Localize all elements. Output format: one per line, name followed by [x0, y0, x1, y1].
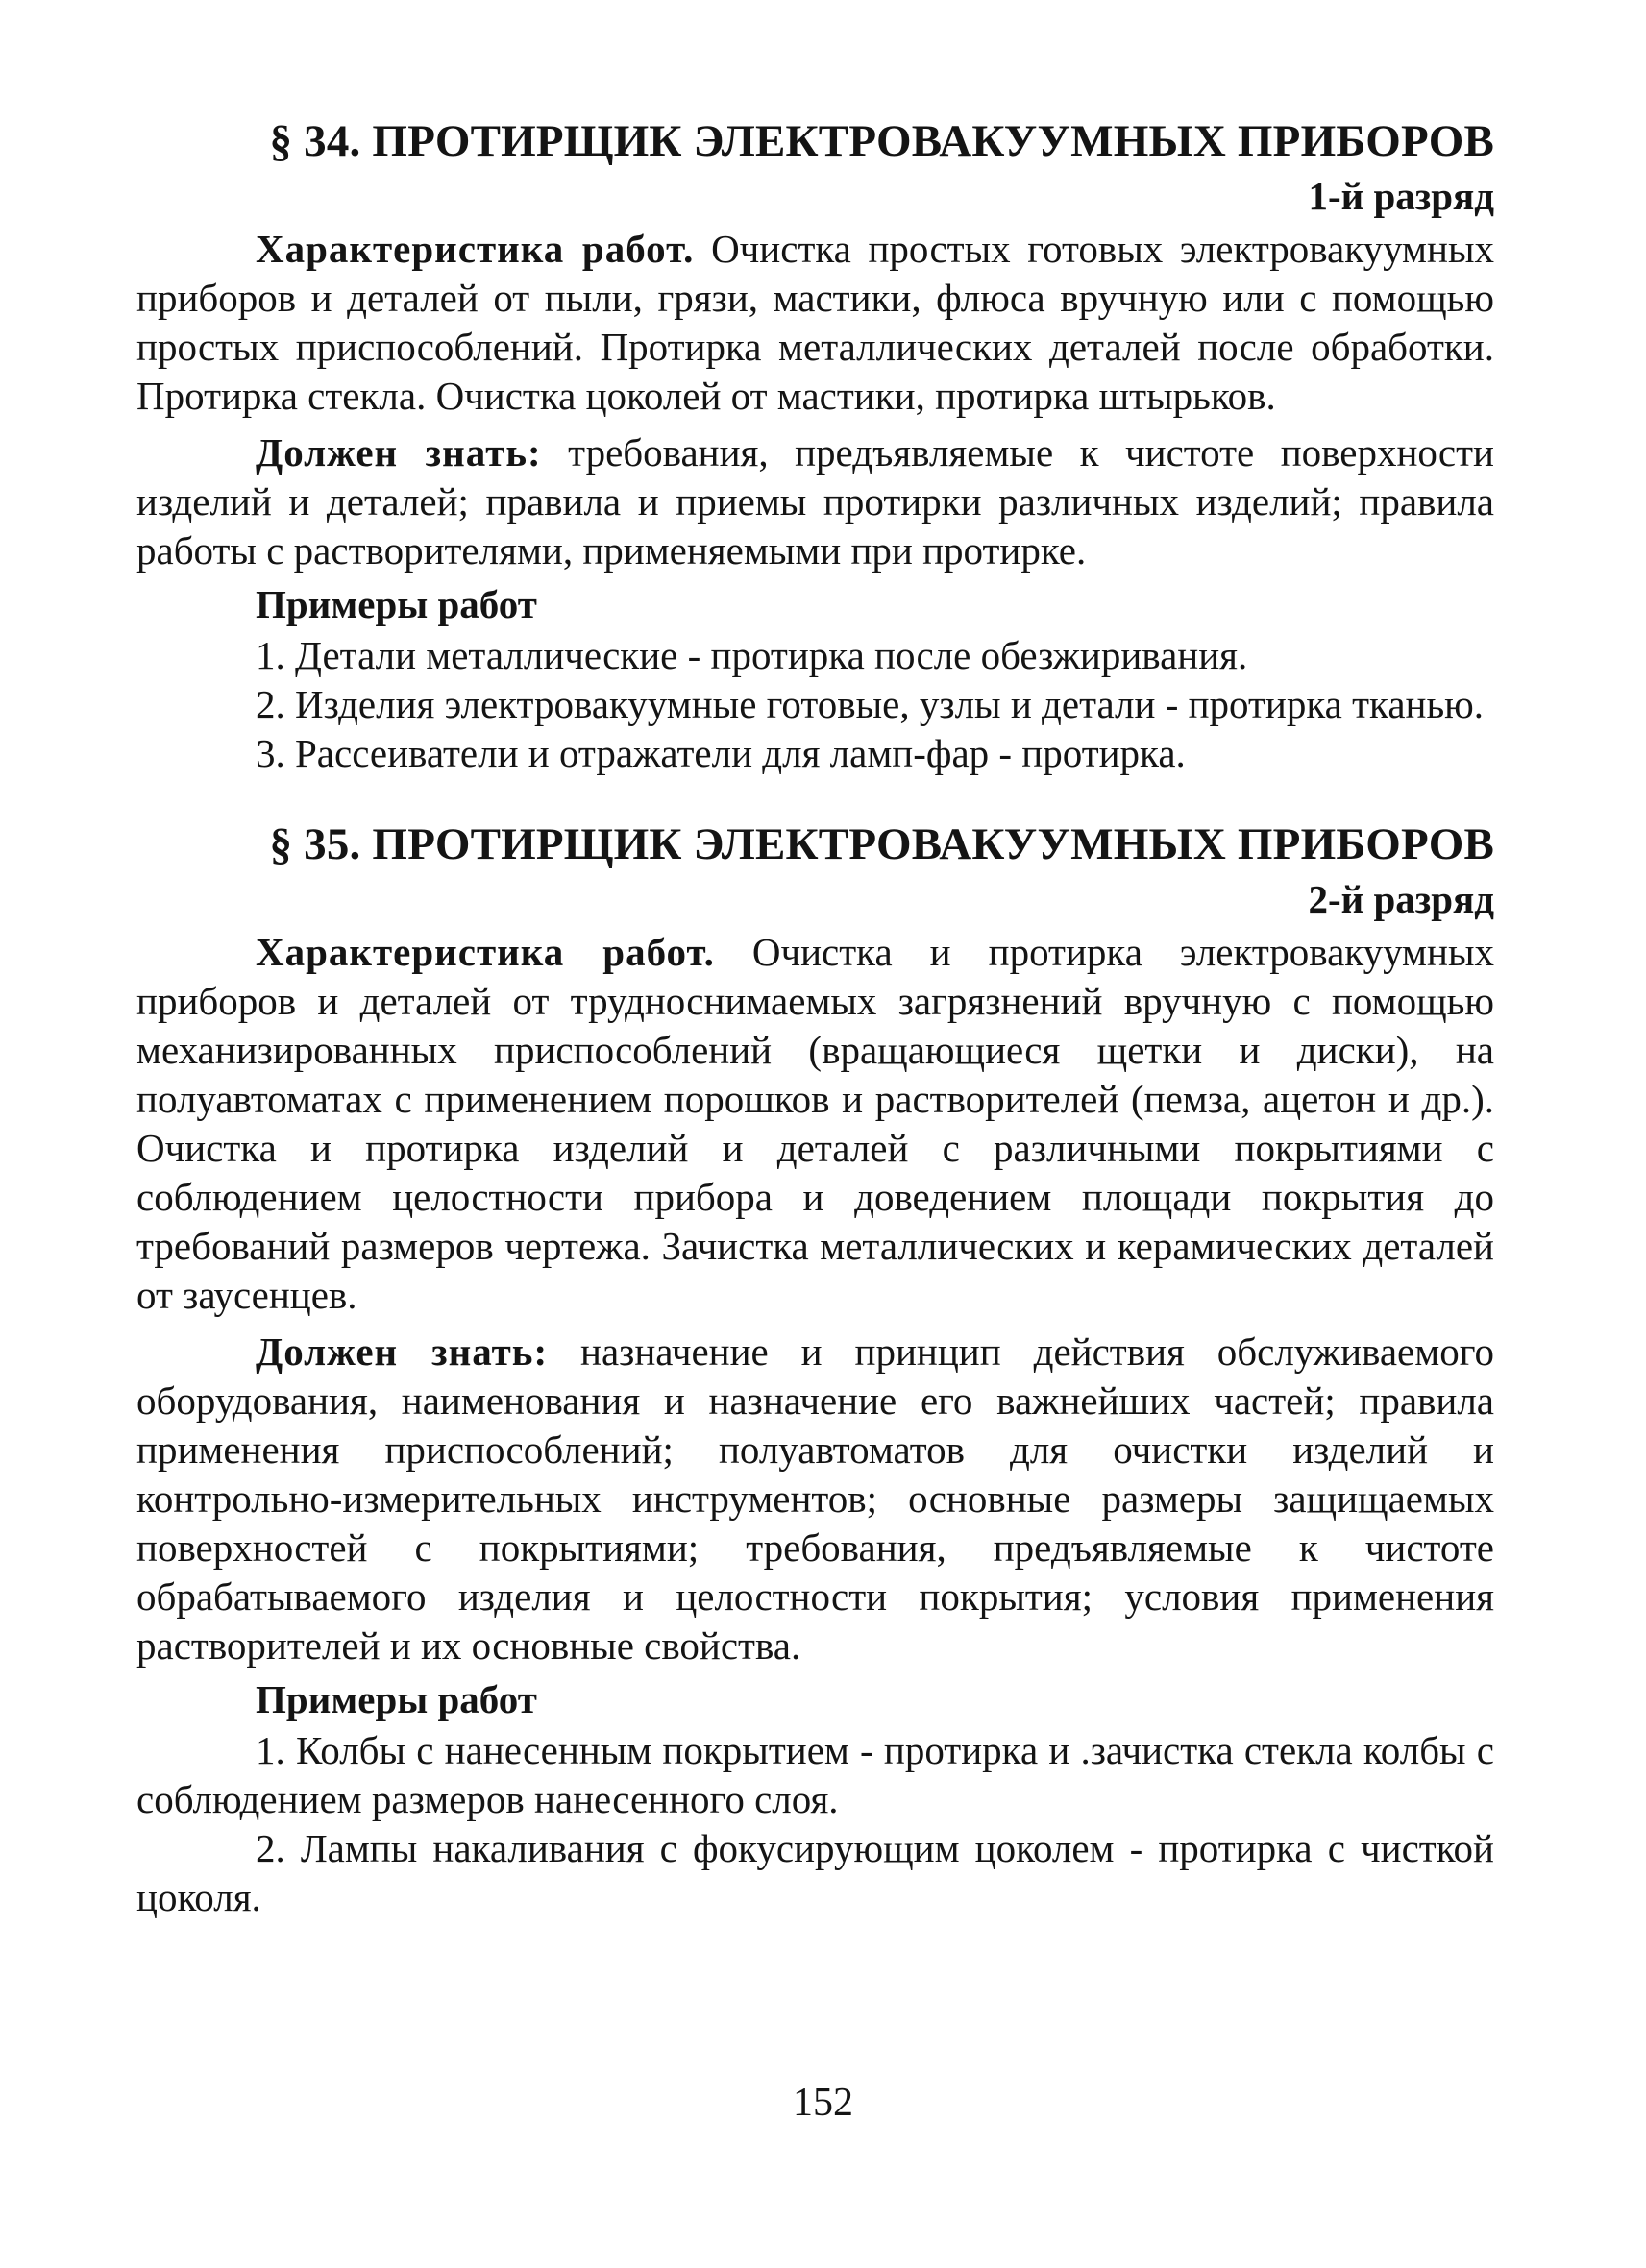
example-item: 2. Лампы накаливания с фокусирующим цоколем - протирка с чисткой цоколя.	[136, 1826, 1494, 1919]
example-item: 2. Изделия электровакуумные готовые, узлы и детали - протирка тканью.	[256, 682, 1485, 726]
section-title: § 35. ПРОТИРЩИК ЭЛЕКТРОВАКУУМНЫХ ПРИБОРОВ	[269, 819, 1494, 869]
knowledge-text: назначение и принцип действия обслуживаемого оборудования, наименования и назначение его важнейших частей; правила применения приспособлений; полуавтоматов для очистки изделий и контрольно-измерительных инструментов; основные размеры защищаемых поверхностей с покрытиями; требования, предъявляемые к чистоте обрабатываемого изделия и целостности покрытия; условия применения растворителей и их основные свойства.	[136, 1329, 1494, 1668]
knowledge-label: Должен знать:	[256, 430, 542, 475]
characteristic-text: Очистка и протирка электровакуумных приборов и деталей от трудноснимаемых загрязнений вручную с помощью механизированных приспособлений (вращающиеся щетки и диски), на полуавтоматах с применением порошков и растворителей (пемза, ацетон и др.). Очистка и протирка изделий и деталей с различными покрытиями с соблюдением целостности прибора и доведением площади покрытия до требований размеров чертежа. Зачистка металлических и керамических деталей от заусенцев.	[136, 930, 1494, 1317]
characteristic-text: Очистка простых готовых электровакуумных приборов и деталей от пыли, грязи, мастики, флюса вручную или с помощью простых приспособлений. Протирка металлических деталей после обработки. Протирка стекла. Очистка цоколей от мастики, протирка штырьков.	[136, 227, 1494, 418]
example-item: 1. Детали металлические - протирка после обезжиривания.	[256, 633, 1248, 677]
example-item: 1. Колбы с нанесенным покрытием - протирка и .зачистка стекла колбы с соблюдением размеров нанесенного слоя.	[136, 1728, 1494, 1821]
required-knowledge	[136, 1328, 1494, 1671]
characteristic-label: Характеристика работ.	[256, 930, 715, 974]
knowledge-label: Должен знать:	[256, 1329, 549, 1374]
example-item: 3. Рассеиватели и отражатели для ламп-фар - протирка.	[256, 731, 1186, 775]
required-knowledge	[136, 428, 1494, 575]
work-characteristic	[136, 928, 1494, 1320]
examples-heading: Примеры работ	[256, 1677, 537, 1721]
grade-label: 1-й разряд	[1308, 174, 1494, 218]
section-34	[136, 113, 1494, 778]
section-title: § 34. ПРОТИРЩИК ЭЛЕКТРОВАКУУМНЫХ ПРИБОРОВ	[269, 116, 1494, 166]
work-characteristic	[136, 225, 1494, 421]
page-number: 152	[793, 2081, 853, 2125]
examples-heading: Примеры работ	[256, 582, 537, 626]
knowledge-text: требования, предъявляемые к чистоте поверхности изделий и деталей; правила и приемы протирки различных изделий; правила работы с растворителями, применяемыми при протирке.	[136, 430, 1494, 573]
grade-label: 2-й разряд	[1308, 877, 1494, 921]
characteristic-label: Характеристика работ.	[256, 227, 695, 271]
section-35	[136, 817, 1494, 1922]
